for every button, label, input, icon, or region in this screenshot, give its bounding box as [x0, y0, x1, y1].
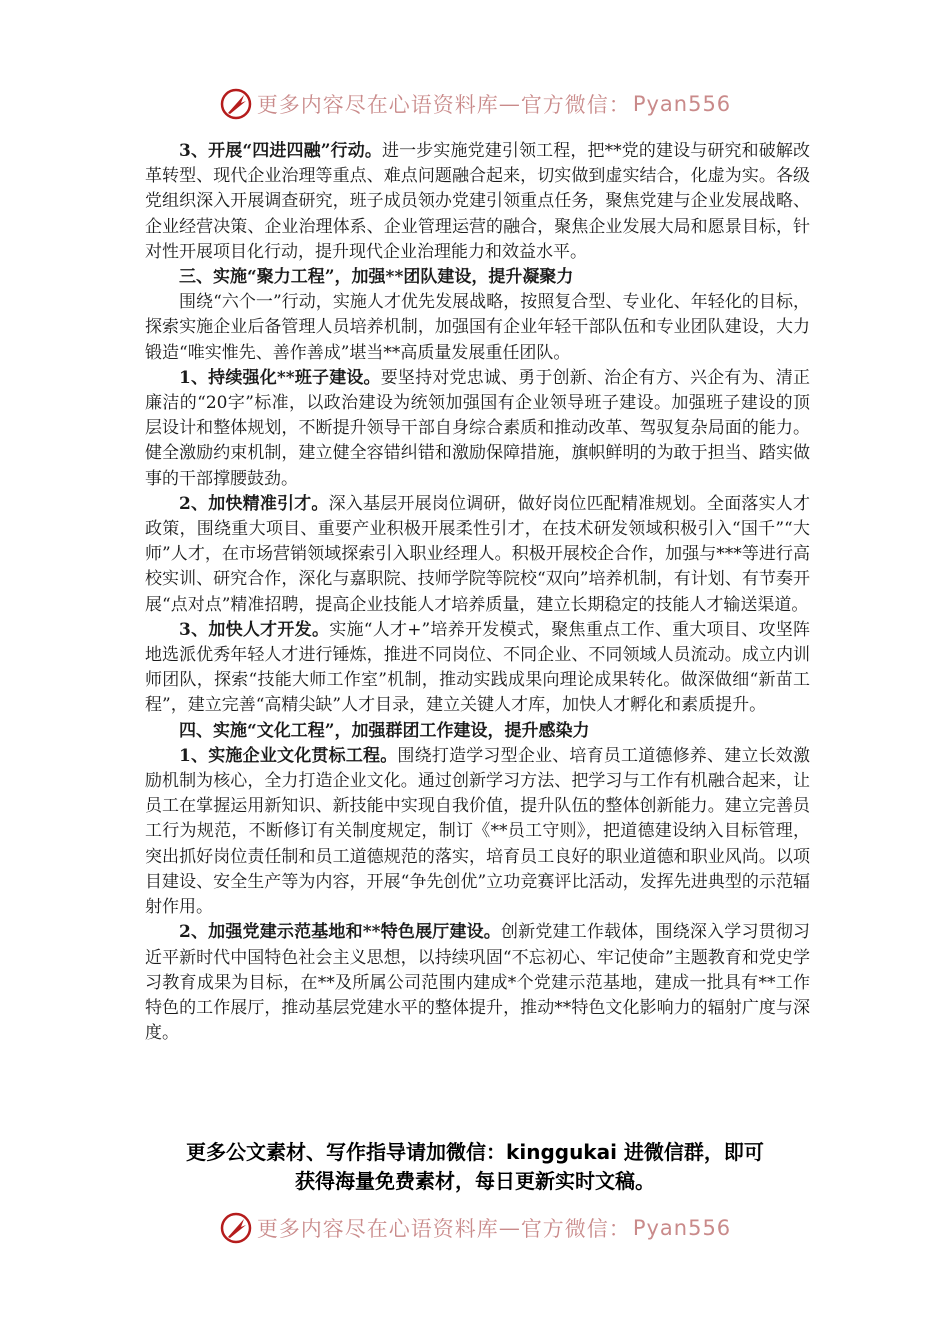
watermark-label: 官方微信：: [520, 1217, 631, 1241]
paragraph: [145, 492, 810, 618]
paragraph-text: 实施“人才+”培养开发模式，聚焦重点工作、重大项目、攻坚阵地选派优秀年轻人才进行锤炼，推进不同岗位、不同企业、不同领域人员流动。成立内训师团队，探索“技能大师工作室”机制，推动实践成果向理论成果转化。做深做细“新苗工程”，建立完善“高精尖缺”人才目录，建立关键人才库，加快人才孵化和素质提升。: [145, 619, 810, 716]
paragraph-text: 要坚持对党忠诚、勇于创新、治企有方、兴企有为、清正廉洁的“20字”标准，以政治建设为统领加强国有企业领导班子建设。加强班子建设的顶层设计和整体规划，不断提升领导干部自身综合素质和推动改革、驾驭复杂局面的能力。健全激励约束机制，建立健全容错纠错和激励保障措施，旗帜鲜明的为敢于担当、踏实做事的干部撑腰鼓劲。: [145, 367, 811, 489]
watermark-brand: 更多内容尽在心语资料库: [256, 1217, 499, 1241]
watermark-footer: [0, 1206, 950, 1250]
quill-logo-icon: [219, 87, 253, 121]
section-heading: [145, 719, 810, 744]
paragraph-text: 进一步实施党建引领工程，把**党的建设与研究和破解改革转型、现代企业治理等重点、难点问题融合起来，切实做到虚实结合，化虚为实。各级党组织深入开展调查研究，班子成员领办党建引领重点任务，聚焦党建与企业发展战略、企业经营决策、企业治理体系、企业管理运营的融合，聚焦企业发展大局和愿景目标，针对性开展项目化行动，提升现代企业治理能力和效益水平。: [145, 141, 811, 262]
paragraph: [145, 920, 810, 1046]
paragraph-lead: 2、加强党建示范基地和**特色展厅建设。: [179, 922, 501, 943]
paragraph-lead: 2、加快精准引才。: [179, 493, 329, 514]
paragraph: [145, 366, 810, 492]
watermark-brand: 更多内容尽在心语资料库: [256, 93, 499, 117]
paragraph: [145, 290, 810, 366]
promo-line-1: 更多公文素材、写作指导请加微信：kinggukai 进微信群，即可: [186, 1140, 764, 1164]
paragraph: [145, 744, 810, 920]
paragraph-lead: 3、加快人才开发。: [179, 619, 330, 640]
paragraph-lead: 1、实施企业文化贯标工程。: [179, 745, 398, 766]
paragraph-lead: 1、持续强化**班子建设。: [179, 367, 381, 388]
watermark-header: [0, 82, 950, 126]
watermark-dash: —: [498, 1216, 521, 1240]
promo-line-2: 获得海量免费素材，每日更新实时文稿。: [295, 1169, 655, 1193]
document-body: [145, 139, 810, 1046]
paragraph-text: 深入基层开展岗位调研，做好岗位匹配精准规划。全面落实人才政策，围绕重大项目、重要产业积极开展柔性引才，在技术研发领域积极引入“国千”“大师”人才，在市场营销领域探索引入职业经理人。积极开展校企合作，加强与***等进行高校实训、研究合作，深化与嘉职院、技师学院等院校“双向”培养机制，有计划、有节奏开展“点对点”精准招聘，提高企业技能人才培养质量，建立长期稳定的技能人才输送渠道。: [145, 493, 810, 615]
watermark-label: 官方微信：: [520, 93, 631, 117]
paragraph-lead: 四、实施“文化工程”，加强群团工作建设，提升感染力: [179, 720, 590, 741]
paragraph-lead: 3、开展“四进四融”行动。: [179, 141, 383, 161]
paragraph: [145, 618, 810, 719]
watermark-handle: Pyan556: [632, 92, 732, 116]
paragraph: [145, 139, 810, 265]
paragraph-lead: 三、实施“聚力工程”，加强**团队建设，提升凝聚力: [179, 267, 574, 288]
section-heading: [145, 265, 810, 290]
paragraph-text: 围绕“六个一”行动，实施人才优先发展战略，按照复合型、专业化、年轻化的目标，探索实施企业后备管理人员培养机制，加强国有企业年轻干部队伍和专业团队建设，大力锻造“唯实惟先、善作善成”堪当**高质量发展重任团队。: [145, 292, 810, 363]
watermark-dash: —: [498, 92, 521, 116]
paragraph-text: 创新党建工作载体，围绕深入学习贯彻习近平新时代中国特色社会主义思想，以持续巩固“不忘初心、牢记使命”主题教育和党史学习教育成果为目标，在**及所属公司范围内建成*个党建示范基地，建成一批具有**工作特色的工作展厅，推动基层党建水平的整体提升，推动**特色文化影响力的辐射广度与深度。: [145, 922, 811, 1044]
paragraph-text: 围绕打造学习型企业、培育员工道德修养、建立长效激励机制为核心，全力打造企业文化。通过创新学习方法、把学习与工作有机融合起来，让员工在掌握运用新知识、新技能中实现自我价值，提升队伍的整体创新能力。建立完善员工行为规范，不断修订有关制度规定，制订《**员工守则》，把道德建设纳入目标管理，突出抓好岗位责任制和员工道德规范的落实，培育员工良好的职业道德和职业风尚。以项目建设、安全生产等为内容，开展“争先创优”立功竞赛评比活动，发挥先进典型的示范辐射作用。: [145, 745, 811, 918]
watermark-handle: Pyan556: [632, 1216, 732, 1240]
promo-banner: [140, 1138, 810, 1196]
quill-logo-icon: [219, 1211, 253, 1245]
